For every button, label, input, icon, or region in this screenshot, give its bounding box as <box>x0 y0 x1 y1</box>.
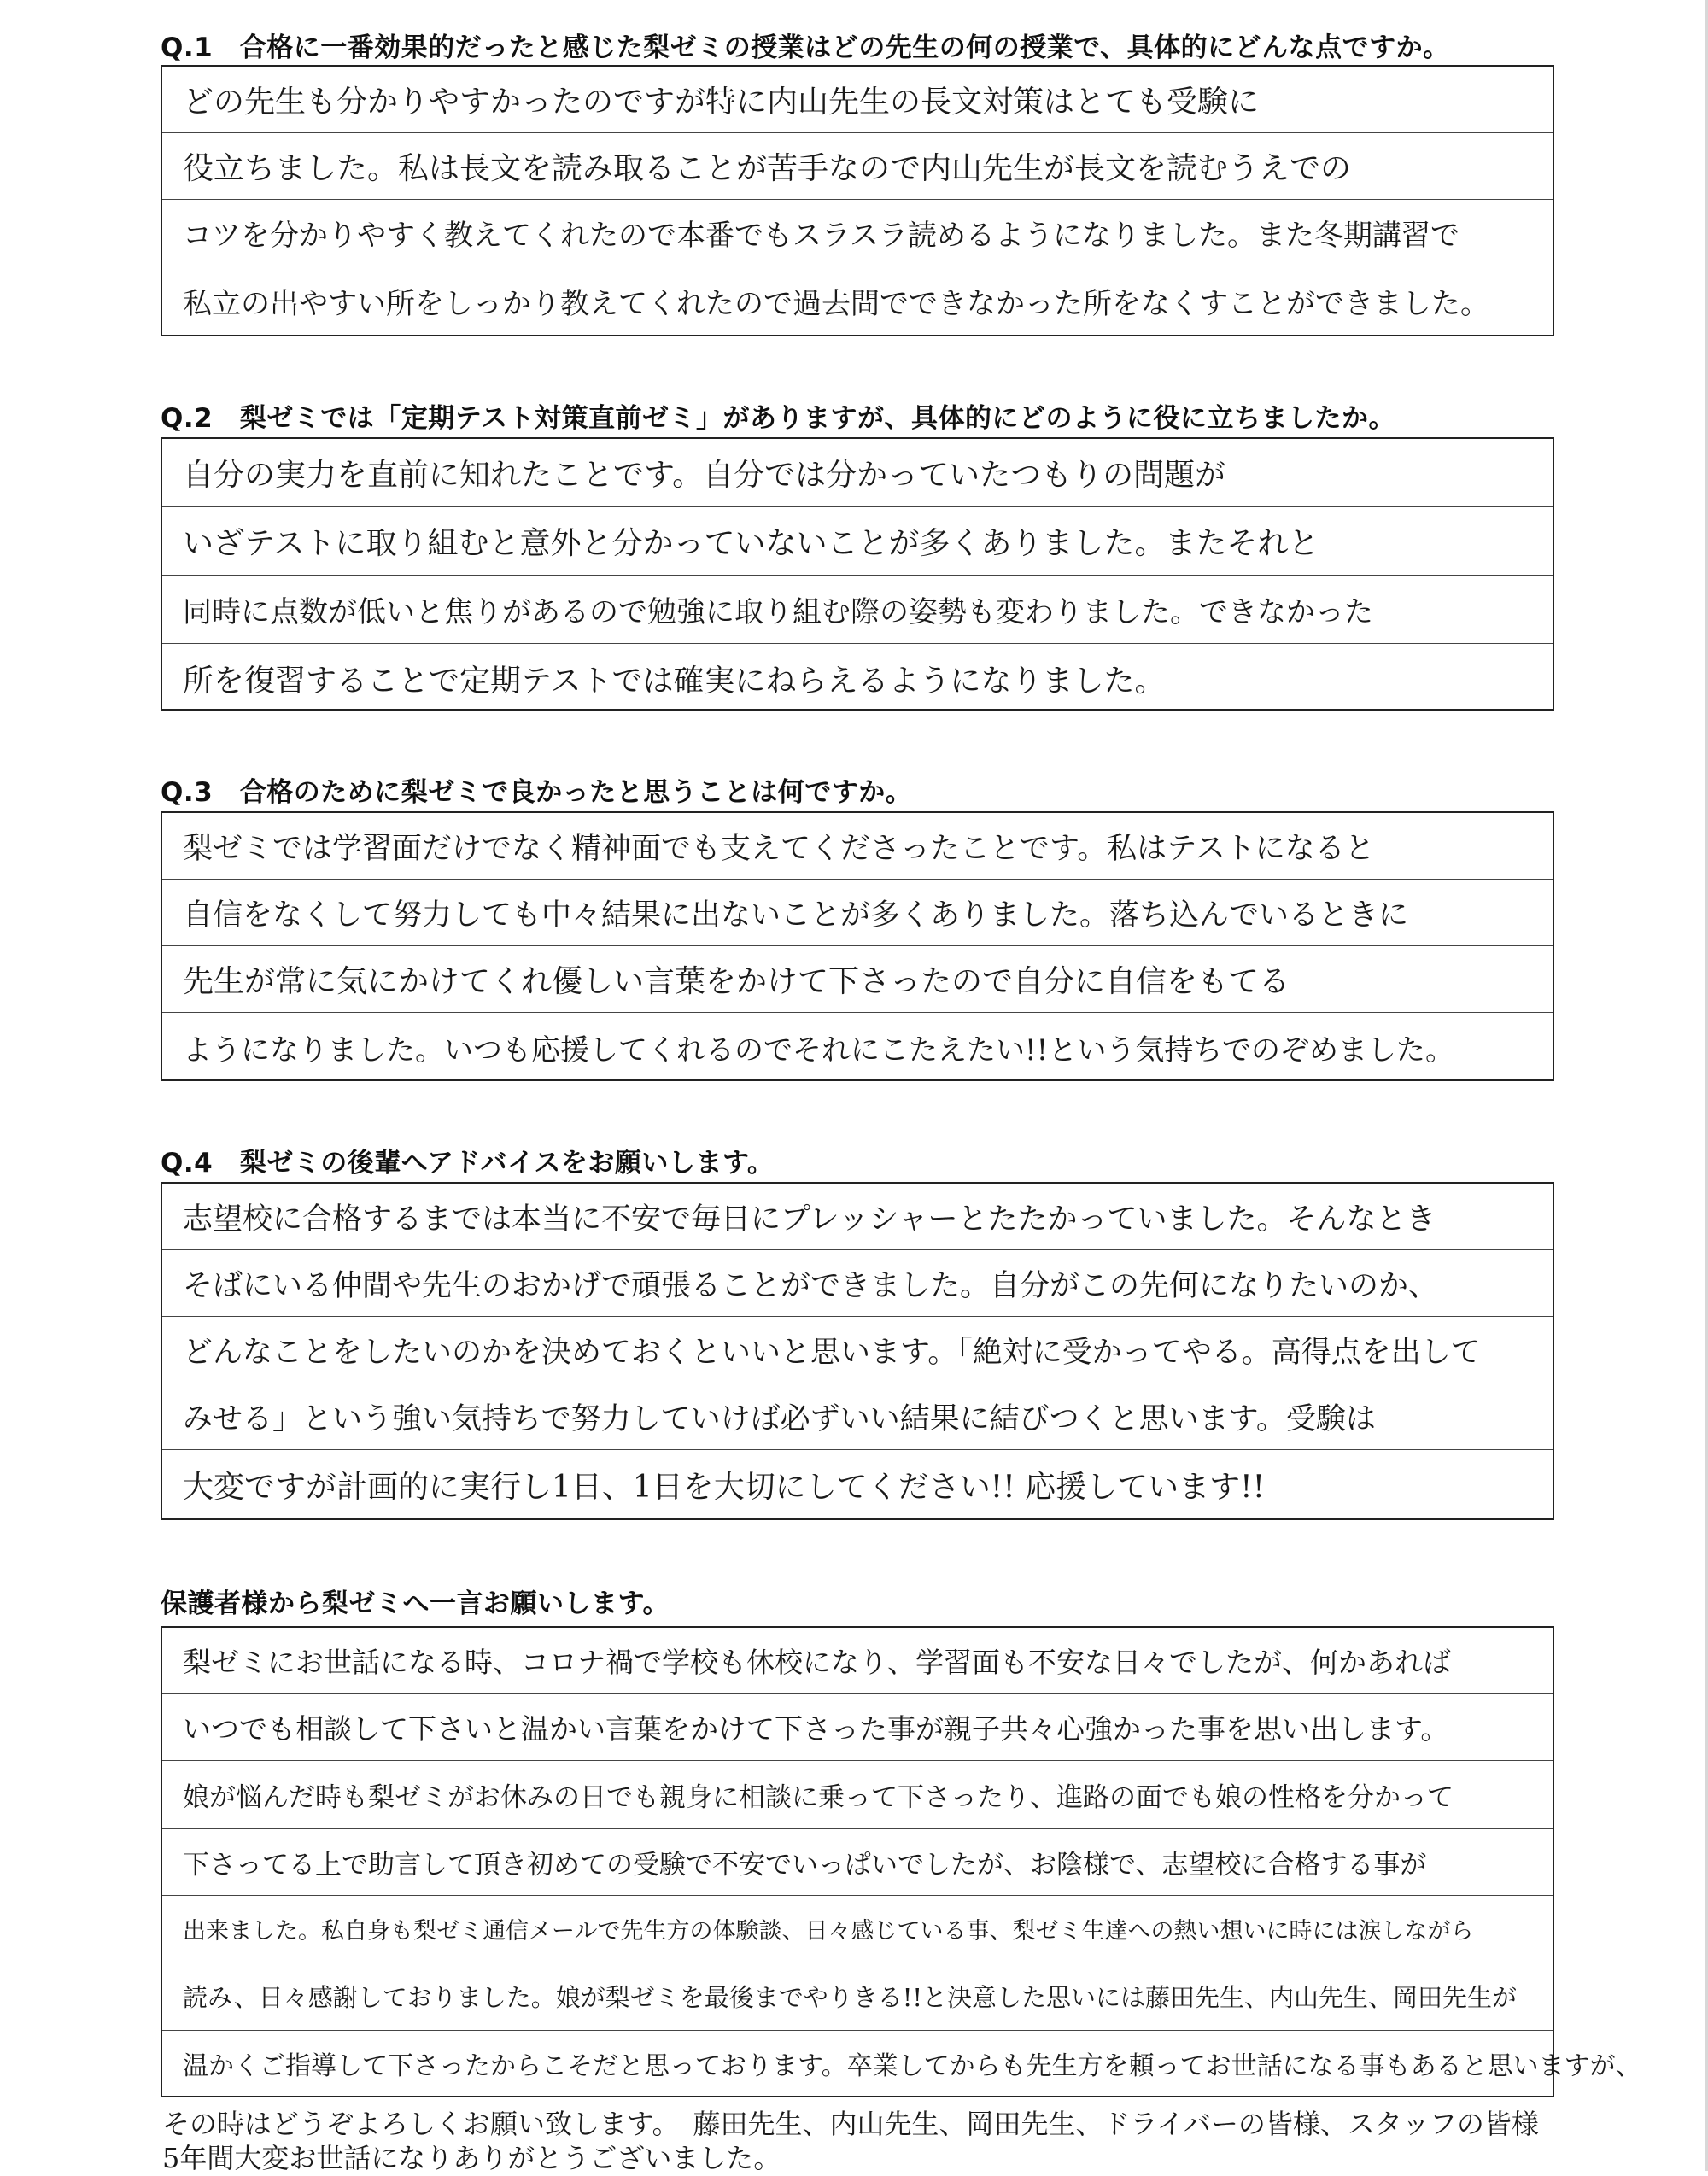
message-line: いつでも相談して下さいと温かい言葉をかけて下さった事が親子共々心強かった事を思い出します。 <box>162 1694 1553 1761</box>
answer-line: 役立ちました。私は長文を読み取ることが苦手なので内山先生が長文を読むうえでの <box>162 133 1553 200</box>
question-4-title: Q.4 梨ゼミの後輩へアドバイスをお願いします。 <box>161 1148 775 1179</box>
question-3-answer-box <box>161 811 1554 1081</box>
question-2-title: Q.2 梨ゼミでは「定期テスト対策直前ゼミ」がありますが、具体的にどのように役に立ちましたか。 <box>161 403 1395 434</box>
question-1-answer-box <box>161 65 1554 336</box>
answer-line: いざテストに取り組むと意外と分かっていないことが多くありました。またそれと <box>162 507 1553 576</box>
question-1-title: Q.1 合格に一番効果的だったと感じた梨ゼミの授業はどの先生の何の授業で、具体的にどんな点ですか。 <box>161 32 1450 63</box>
answer-line: どの先生も分かりやすかったのですが特に内山先生の長文対策はとても受験に <box>162 67 1553 133</box>
question-3-title: Q.3 合格のために梨ゼミで良かったと思うことは何ですか。 <box>161 777 913 808</box>
answer-line: コツを分かりやすく教えてくれたので本番でもスラスラ読めるようになりました。また冬期講習で <box>162 200 1553 266</box>
answer-line: 先生が常に気にかけてくれ優しい言葉をかけて下さったので自分に自信をもてる <box>162 946 1553 1013</box>
question-4-answer-box <box>161 1182 1554 1520</box>
answer-line: 自分の実力を直前に知れたことです。自分では分かっていたつもりの問題が <box>162 439 1553 507</box>
answer-line: 同時に点数が低いと焦りがあるので勉強に取り組む際の姿勢も変わりました。できなかった <box>162 576 1553 644</box>
answer-line: 私立の出やすい所をしっかり教えてくれたので過去問でできなかった所をなくすことができました。 <box>183 286 1489 321</box>
message-continuation-line: 5年間大変お世話になりありがとうございました。 <box>162 2142 781 2174</box>
answer-line: 自信をなくして努力しても中々結果に出ないことが多くありました。落ち込んでいるときに <box>162 880 1553 946</box>
answer-line: そばにいる仲間や先生のおかげで頑張ることができました。自分がこの先何になりたいのか、 <box>162 1250 1553 1317</box>
parents-message-title: 保護者様から梨ゼミへ一言お願いします。 <box>161 1588 670 1619</box>
message-line: 温かくご指導して下さったからこそだと思っております。卒業してからも先生方を頼ってお世話になる事もあると思いますが、 <box>183 2051 1641 2081</box>
message-continuation-line: その時はどうぞよろしくお願い致します。 藤田先生、内山先生、岡田先生、ドライバーの皆様、スタッフの皆様 <box>162 2108 1539 2140</box>
answer-line: 梨ゼミでは学習面だけでなく精神面でも支えてくださったことです。私はテストになると <box>162 813 1553 880</box>
answer-line: 志望校に合格するまでは本当に不安で毎日にプレッシャーとたたかっていました。そんなとき <box>162 1184 1553 1250</box>
question-2-answer-box <box>161 437 1554 711</box>
message-line: 出来ました。私自身も梨ゼミ通信メールで先生方の体験談、日々感じている事、梨ゼミ生達への熱い想いに時には涙しながら <box>162 1896 1553 1962</box>
message-line: 下さってる上で助言して頂き初めての受験で不安でいっぱいでしたが、お陰様で、志望校に合格する事が <box>162 1829 1553 1896</box>
message-line: 娘が悩んだ時も梨ゼミがお休みの日でも親身に相談に乗って下さったり、進路の面でも娘の性格を分かって <box>162 1761 1553 1829</box>
message-line: 読み、日々感謝しておりました。娘が梨ゼミを最後までやりきる!!と決意した思いには藤田先生、内山先生、岡田先生が <box>162 1962 1553 2031</box>
message-line: 梨ゼミにお世話になる時、コロナ禍で学校も休校になり、学習面も不安な日々でしたが、何かあれば <box>162 1628 1553 1694</box>
answer-line: ようになりました。いつも応援してくれるのでそれにこたえたい!!という気持ちでのぞめました。 <box>183 1032 1454 1068</box>
answer-line: どんなことをしたいのかを決めておくといいと思います。「絶対に受かってやる。高得点を出して <box>162 1317 1553 1383</box>
answer-line: 所を復習することで定期テストでは確実にねらえるようになりました。 <box>183 663 1166 699</box>
parents-message-box <box>161 1626 1641 2097</box>
answer-line: みせる」という強い気持ちで努力していけば必ずいい結果に結びつくと思います。受験は <box>162 1383 1553 1450</box>
answer-line: 大変ですが計画的に実行し1日、1日を大切にしてください!! 応援しています!! <box>183 1469 1266 1505</box>
